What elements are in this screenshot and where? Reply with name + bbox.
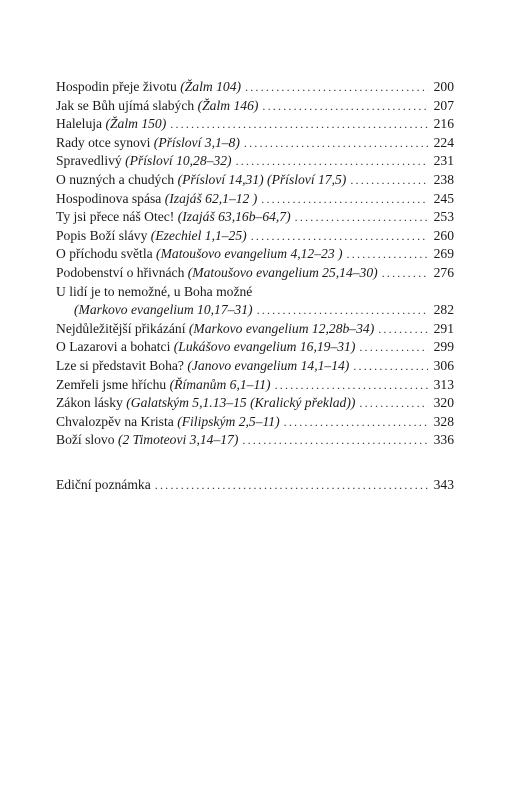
- toc-entry-label: [56, 476, 151, 495]
- toc-entry-reference: (Markovo evangelium 12,28b–34): [188, 320, 375, 336]
- toc-entry: [56, 78, 454, 97]
- toc-entry: [56, 134, 454, 153]
- toc-entry: [56, 413, 454, 432]
- toc-entry-label: [56, 376, 271, 395]
- toc-entry: [56, 152, 454, 171]
- toc-page-number: 238: [433, 171, 454, 187]
- toc-page-number: 343: [433, 476, 454, 492]
- toc-leader-dots: [170, 115, 428, 134]
- toc-entry: [56, 320, 454, 339]
- toc-entry-label: [56, 78, 241, 97]
- toc-entry-label: [56, 245, 343, 264]
- toc-entry-reference: (Galatským 5,1.13–15 (Kralický překlad)): [126, 395, 356, 411]
- toc-leader-dots: [244, 134, 428, 153]
- toc-page-number: 306: [433, 357, 454, 373]
- toc-page-number: 231: [433, 153, 454, 169]
- toc-entry-title: Ediční poznámka: [56, 476, 151, 492]
- toc-entry: [56, 394, 454, 413]
- toc-leader-dots: [251, 227, 428, 246]
- toc-entry: [56, 190, 454, 209]
- toc-leader-dots: [155, 476, 428, 495]
- toc-entry: [56, 338, 454, 357]
- toc-entry-reference: (Přísloví 14,31) (Přísloví 17,5): [177, 171, 347, 187]
- toc-page-number: 245: [433, 190, 454, 206]
- toc-leader-dots: [359, 394, 428, 413]
- toc-leader-dots: [261, 190, 428, 209]
- toc-entry-reference: (Přísloví 10,28–32): [125, 153, 232, 169]
- toc-page-number: 282: [433, 302, 454, 318]
- toc-entry-reference: (Přísloví 3,1–8): [153, 134, 240, 150]
- toc-leader-dots: [242, 431, 428, 450]
- toc-page-number: 269: [433, 246, 454, 262]
- toc-entry: [56, 97, 454, 116]
- toc-entry: [56, 227, 454, 246]
- toc-entry-label: [56, 227, 247, 246]
- toc-entry: [56, 357, 454, 376]
- toc-entry: [56, 208, 454, 227]
- toc-entry-label: [56, 190, 257, 209]
- toc-page-number: 291: [433, 320, 454, 336]
- toc-entry-reference: (Filipským 2,5–11): [177, 413, 280, 429]
- toc-entry-title: Spravedlivý: [56, 153, 126, 169]
- toc-entry-reference: (Žalm 150): [105, 116, 167, 132]
- toc-entry-title: Zemřeli jsme hříchu: [56, 376, 170, 392]
- toc-entry-reference: (Janovo evangelium 14,1–14): [187, 357, 350, 373]
- toc-entry: [56, 245, 454, 264]
- toc-page-number: 336: [433, 432, 454, 448]
- toc-entry-label: [56, 283, 252, 302]
- toc-leader-dots: [236, 152, 428, 171]
- toc-page-number: 328: [433, 413, 454, 429]
- toc-leader-dots: [353, 357, 428, 376]
- toc-entry-title: Jak se Bůh ujímá slabých: [56, 97, 198, 113]
- toc-leader-dots: [245, 78, 428, 97]
- toc-page-number: 276: [433, 264, 454, 280]
- toc-entry: [56, 115, 454, 134]
- toc-leader-dots: [284, 413, 428, 432]
- toc-entry-title: Podobenství o hřivnách: [56, 264, 188, 280]
- toc-entry-title: Lze si představit Boha?: [56, 357, 188, 373]
- toc-entry-title: Rady otce synovi: [56, 134, 154, 150]
- toc-entry-label: [56, 171, 346, 190]
- toc-leader-dots: [378, 320, 428, 339]
- toc-page-number: 200: [433, 79, 454, 94]
- toc-entry-title: Nejdůležitější přikázání: [56, 320, 189, 336]
- toc-page-number: 299: [433, 339, 454, 355]
- toc-entry-editorial-note: [56, 476, 454, 495]
- toc-entry-first-line: [56, 283, 454, 302]
- toc-entry-label: [56, 208, 291, 227]
- toc-entry-reference: (Římanům 6,1–11): [169, 376, 271, 392]
- toc-entry-reference: (Lukášovo evangelium 16,19–31): [173, 339, 356, 355]
- toc-entry-label: [56, 338, 355, 357]
- toc-entry-label: [56, 413, 280, 432]
- toc-entry: [56, 171, 454, 190]
- toc-entry-continuation: [56, 301, 454, 320]
- toc-entry-title: O příchodu světla: [56, 246, 157, 262]
- toc-entry: [56, 431, 454, 450]
- toc-leader-dots: [350, 171, 428, 190]
- toc-leader-dots: [347, 245, 428, 264]
- toc-page-number: 313: [433, 376, 454, 392]
- toc-leader-dots: [295, 208, 428, 227]
- toc-entry-title: Chvalozpěv na Krista: [56, 413, 178, 429]
- toc-entry-label: [56, 97, 258, 116]
- toc-entry-label: [56, 357, 349, 376]
- toc-entry-label: [56, 134, 240, 153]
- toc-leader-dots: [257, 301, 428, 320]
- toc-entry-reference: (Matoušovo evangelium 4,12–23 ): [156, 246, 343, 262]
- toc-entry-title: Boží slovo: [56, 432, 118, 448]
- toc-leader-dots: [275, 376, 428, 395]
- toc-page-number: 224: [433, 134, 454, 150]
- toc-entry-title: Hospodin přeje životu: [56, 79, 181, 94]
- toc-entry-reference: (Izajáš 63,16b–64,7): [177, 209, 291, 225]
- toc-leader-dots: [382, 264, 428, 283]
- toc-leader-dots: [262, 97, 428, 116]
- toc-page-number: 216: [433, 116, 454, 132]
- toc-entry-title: Popis Boží slávy: [56, 227, 151, 243]
- toc-page-number: 207: [433, 97, 454, 113]
- toc-entry-reference: (Matoušovo evangelium 25,14–30): [187, 264, 378, 280]
- toc-page-number: 253: [433, 209, 454, 225]
- toc-entry-reference: (Izajáš 62,1–12 ): [164, 190, 258, 206]
- toc-entry-label: [56, 394, 355, 413]
- toc-entry-label: [56, 152, 232, 171]
- toc-page-number: 320: [433, 395, 454, 411]
- toc-entry-label: [56, 431, 238, 450]
- toc-entry-label: [56, 264, 378, 283]
- toc-entry: [56, 376, 454, 395]
- toc-entry-title: U lidí je to nemožné, u Boha možné: [56, 283, 253, 299]
- toc-entry-title: Ty jsi přece náš Otec!: [56, 209, 178, 225]
- toc-page-number: 260: [433, 227, 454, 243]
- toc-entry-title: Zákon lásky: [56, 395, 127, 411]
- table-of-contents: [56, 78, 454, 494]
- toc-entry-title: O nuzných a chudých: [56, 171, 178, 187]
- toc-entry-reference: (Markovo evangelium 10,17–31): [74, 302, 253, 318]
- toc-entry-reference: (Žalm 146): [197, 97, 259, 113]
- toc-entry-title: Hospodinova spása: [56, 190, 165, 206]
- toc-entry: [56, 264, 454, 283]
- toc-entry-title: Haleluja: [56, 116, 106, 132]
- toc-entry-reference: (2 Timoteovi 3,14–17): [117, 432, 239, 448]
- toc-entry-reference: (Ezechiel 1,1–25): [150, 227, 247, 243]
- toc-entry-label: [56, 301, 253, 320]
- toc-leader-dots: [359, 338, 428, 357]
- toc-entry-label: [56, 115, 166, 134]
- toc-entry-title: O Lazarovi a bohatci: [56, 339, 174, 355]
- toc-entry-reference: (Žalm 104): [180, 79, 242, 94]
- toc-entry-label: [56, 320, 374, 339]
